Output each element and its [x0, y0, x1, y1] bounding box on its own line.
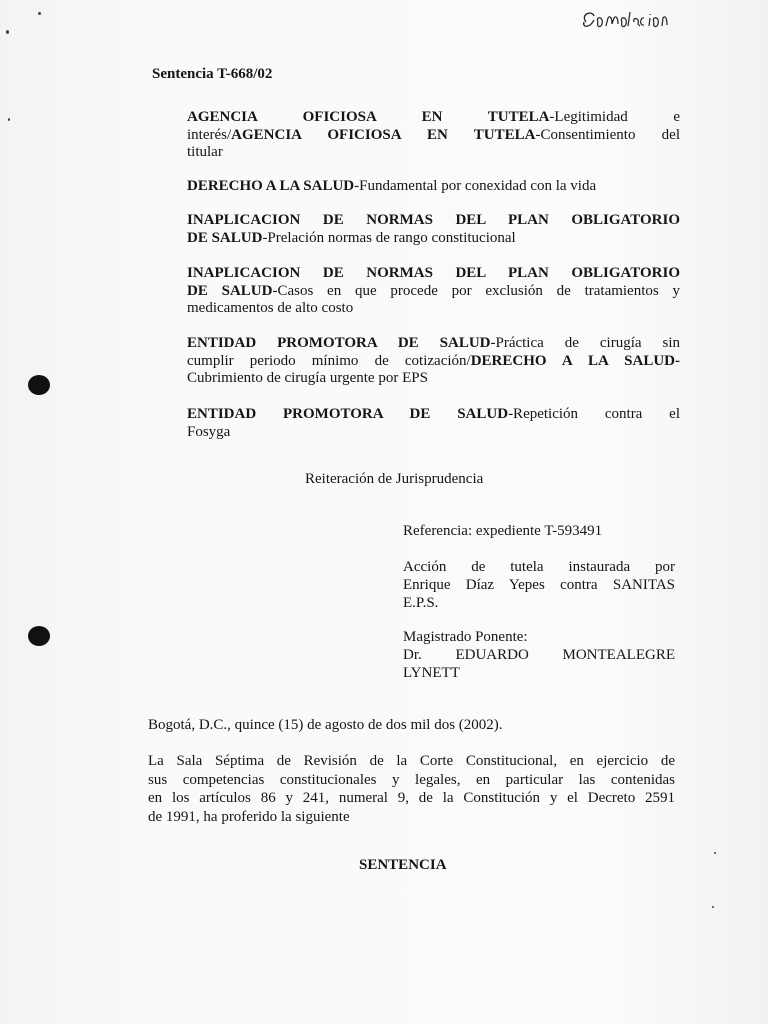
entry-text: -Legitimidad e [549, 109, 680, 125]
body-line: sus competencias constitucionales y legales, en particular las contenidas [148, 771, 675, 788]
entry-text: -Casos en que procede por exclusión de tratamientos y [272, 282, 680, 299]
entry-keyword: DERECHO A LA SALUD- [470, 352, 680, 369]
scan-speck [712, 906, 714, 908]
entry-text: Cubrimiento de cirugía urgente por EPS [187, 370, 428, 386]
entry-text: medicamentos de alto costo [187, 300, 354, 316]
entry-keyword: ENTIDAD PROMOTORA DE SALUD [187, 406, 509, 422]
section-heading: SENTENCIA [359, 857, 447, 873]
entry-keyword: ENTIDAD PROMOTORA DE SALUD [187, 335, 491, 351]
document-title: Sentencia T-668/02 [152, 66, 273, 82]
body-line: de 1991, ha proferido la siguiente [148, 808, 350, 825]
date-line: Bogotá, D.C., quince (15) de agosto de dos mil dos (2002). [148, 717, 503, 733]
scan-speck [38, 12, 41, 15]
punch-hole-mark [28, 626, 50, 646]
body-paragraph [148, 752, 675, 826]
entry-line [187, 127, 680, 145]
entry-text: interés/ [187, 126, 232, 143]
entry-text: cumplir periodo mínimo de cotización/ [187, 352, 471, 369]
entry-line [187, 406, 680, 424]
entry-line [187, 230, 680, 248]
entry-keyword: AGENCIA OFICIOSA EN TUTELA [231, 126, 536, 143]
entry-keyword: DERECHO A LA SALUD [187, 178, 355, 194]
subtitle: Reiteración de Jurisprudencia [305, 471, 484, 487]
descriptor-entry [187, 335, 680, 388]
scan-speck [6, 30, 9, 34]
entry-text: -Práctica de cirugía sin [490, 335, 680, 351]
entry-text: -Consentimiento del [535, 126, 680, 143]
entry-keyword: DE SALUD [187, 282, 273, 299]
magistrate-block [403, 628, 675, 682]
entry-text: Fosyga [187, 423, 231, 440]
entry-line [187, 283, 680, 301]
reference-line: Referencia: expediente T-593491 [403, 523, 603, 539]
descriptor-entry [187, 212, 680, 247]
entry-line [187, 265, 680, 283]
action-block [403, 558, 675, 612]
magistrate-name: LYNETT [403, 665, 460, 681]
body-line: La Sala Séptima de Revisión de la Corte Constitucional, en ejercicio de [148, 753, 675, 769]
entry-line [187, 212, 680, 230]
descriptor-entry [187, 406, 680, 441]
descriptor-entry [187, 109, 680, 162]
scan-speck [714, 852, 716, 854]
action-line: Enrique Díaz Yepes contra SANITAS [403, 577, 675, 593]
punch-hole-mark [28, 375, 50, 395]
body-line: en los artículos 86 y 241, numeral 9, de la Constitución y el Decreto 2591 [148, 790, 675, 806]
action-line: Acción de tutela instaurada por [403, 559, 675, 575]
entry-line [187, 335, 680, 353]
descriptor-entry [187, 265, 680, 318]
entry-keyword: DE SALUD [187, 229, 263, 246]
entry-text: -Repetición contra el [508, 406, 680, 422]
entry-line [187, 109, 680, 127]
entry-keyword: INAPLICACION DE NORMAS DEL PLAN OBLIGATORIO [187, 265, 680, 281]
scan-speck [8, 118, 10, 121]
entry-text: -Fundamental por conexidad con la vida [354, 178, 597, 194]
entry-text: titular [187, 144, 223, 160]
entry-keyword: INAPLICACION DE NORMAS DEL PLAN OBLIGATORIO [187, 212, 680, 228]
descriptor-entry [187, 178, 680, 196]
handwritten-annotation [578, 6, 688, 34]
entry-text: -Prelación normas de rango constitucional [262, 229, 516, 246]
action-line: E.P.S. [403, 595, 439, 611]
entry-line [187, 353, 680, 371]
entry-keyword: AGENCIA OFICIOSA EN TUTELA [187, 109, 550, 125]
magistrate-name: Dr. EDUARDO MONTEALEGRE [403, 647, 675, 663]
magistrate-label: Magistrado Ponente: [403, 629, 528, 645]
